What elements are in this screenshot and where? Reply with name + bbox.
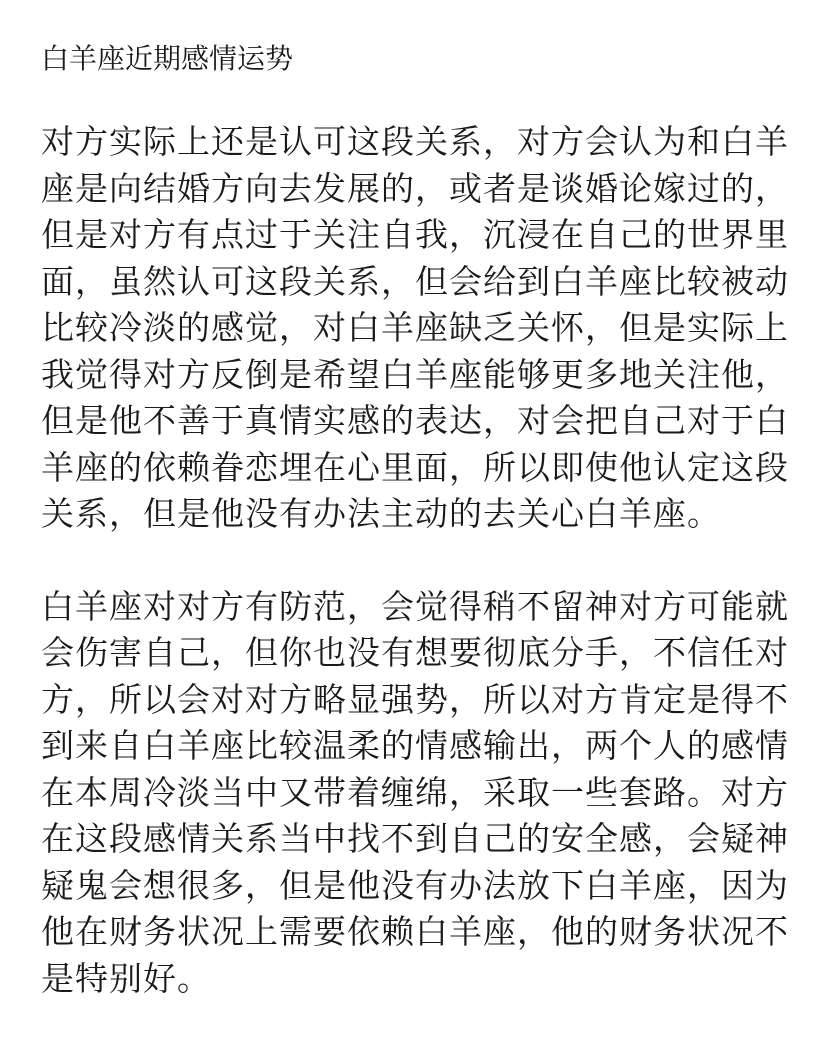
article-title: 白羊座近期感情运势 <box>41 42 294 75</box>
article <box>41 26 801 1002</box>
article-paragraph-1: 对方实际上还是认可这段关系，对方会认为和白羊座是向结婚方向去发展的，或者是谈婚论嫁过的，但是对方有点过于关注自我，沉浸在自己的世界里面，虽然认可这段关系，但会给到白羊座比较被动比较冷淡的感觉，对白羊座缺乏关怀，但是实际上我觉得对方反倒是希望白羊座能够更多地关注他，但是他不善于真情实感的表达，对会把自己对于白羊座的依赖眷恋埋在心里面，所以即使他认定这段关系，但是他没有办法主动的去关心白羊座。 <box>41 122 789 533</box>
article-paragraph-2: 白羊座对对方有防范，会觉得稍不留神对方可能就会伤害自己，但你也没有想要彻底分手，不信任对方，所以会对对方略显强势，所以对方肯定是得不到来自白羊座比较温柔的情感输出，两个人的感情在本周冷淡当中又带着缠绵，采取一些套路。对方在这段感情关系当中找不到自己的安全感，会疑神疑鬼会想很多，但是他没有办法放下白羊座，因为他在财务状况上需要依赖白羊座，他的财务状况不是特别好。 <box>41 586 789 998</box>
